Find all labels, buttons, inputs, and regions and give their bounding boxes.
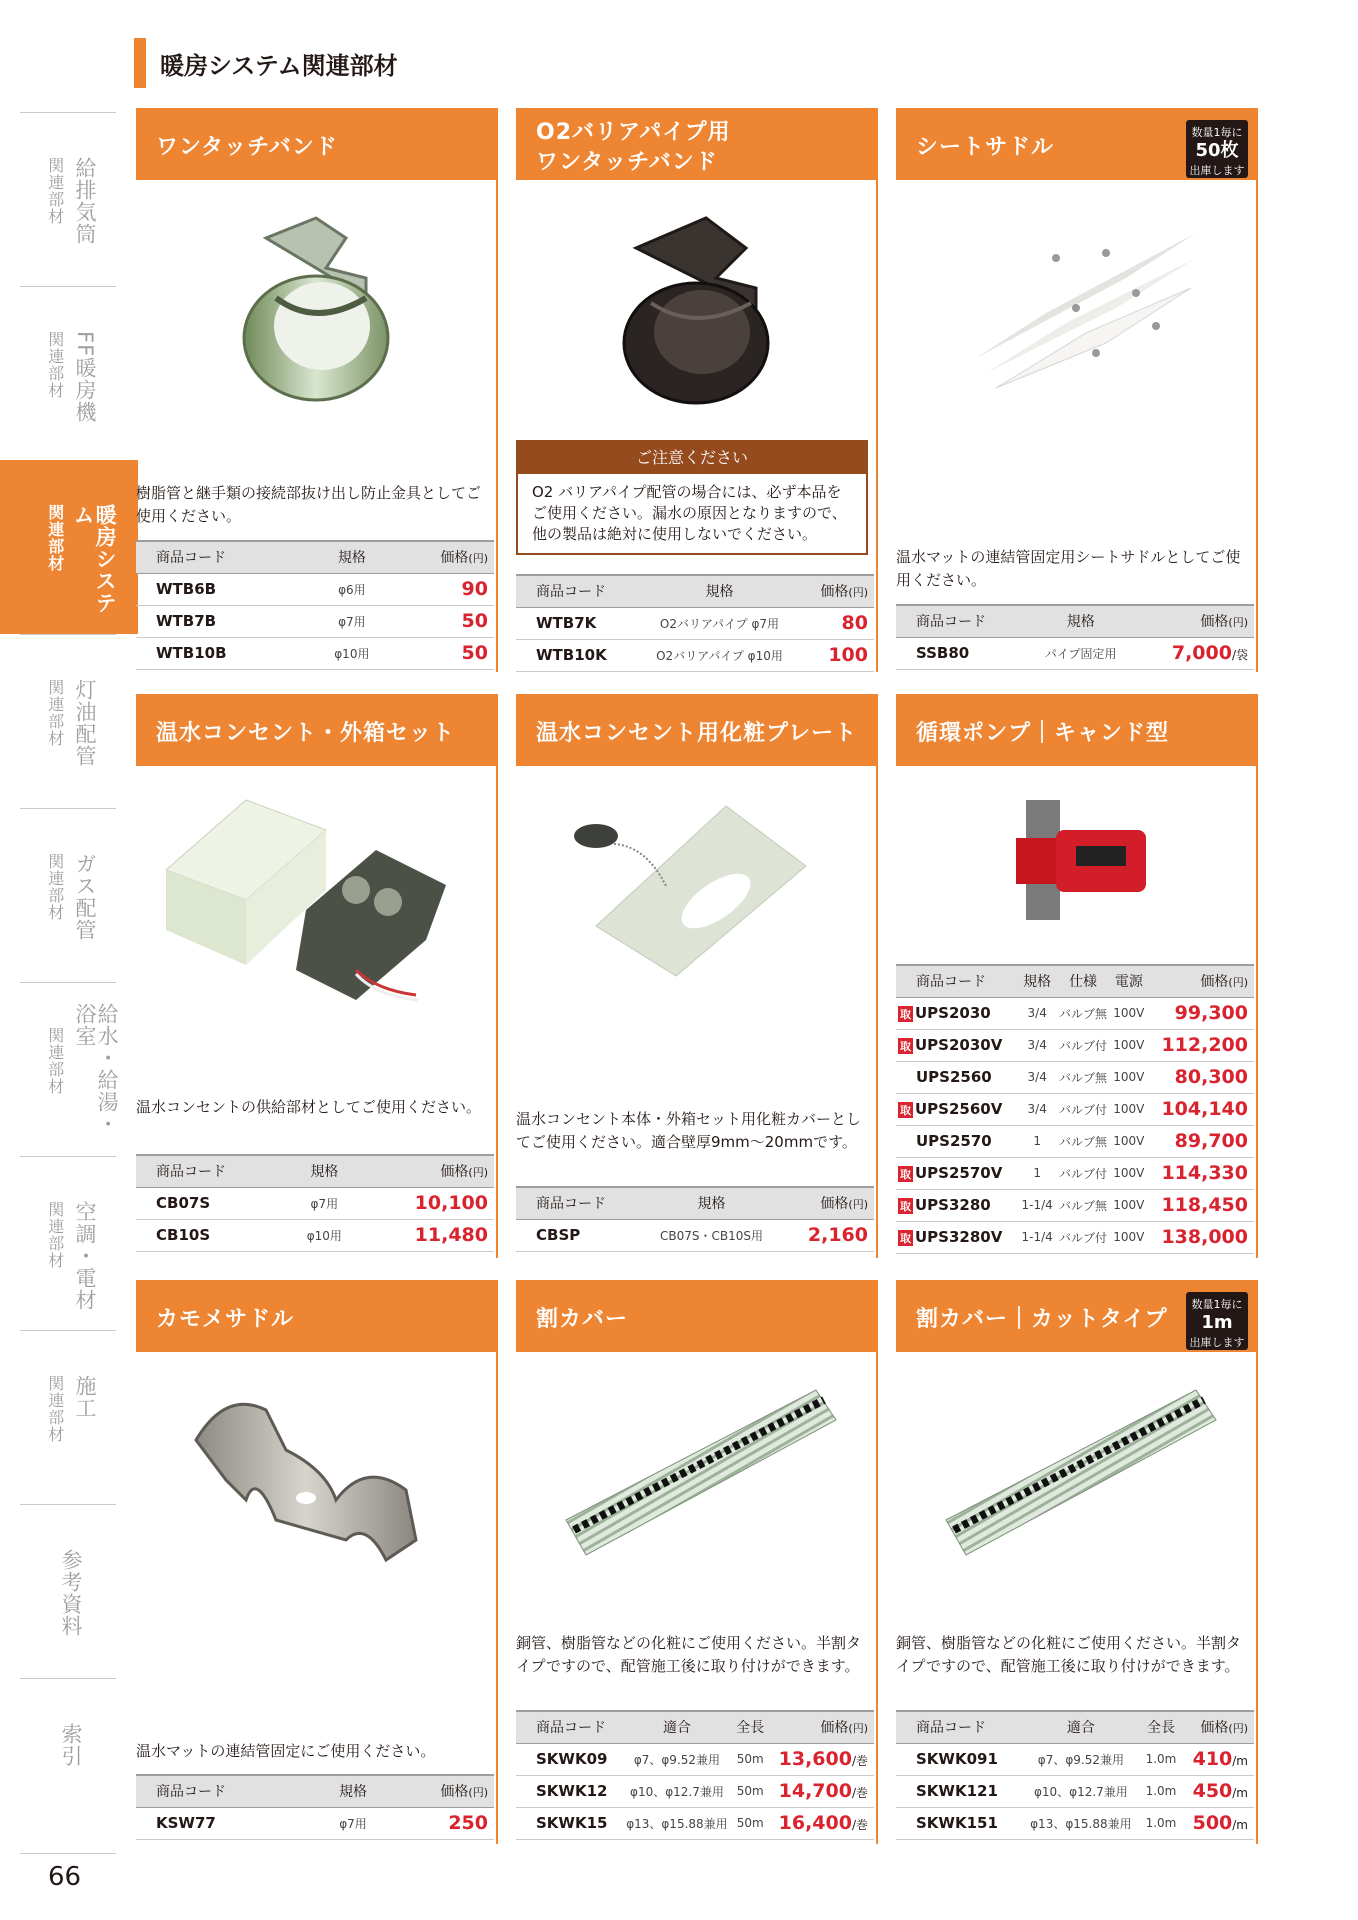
caution-body: O2 バリアパイプ配管の場合には、必ず本品をご使用ください。漏水の原因となりますので、他の製品は絶対に使用しないでください。 — [532, 483, 847, 543]
product-spec: 1-1/4 — [1019, 1221, 1055, 1253]
col-header-spec: 規格 — [324, 1775, 382, 1807]
table-row — [896, 1157, 1254, 1189]
product-price: 118,450 — [1147, 1189, 1254, 1221]
panel-header — [516, 108, 876, 180]
product-code: SKWK151 — [896, 1807, 1019, 1839]
circulation-pump-image — [1006, 790, 1156, 930]
product-price: 50 — [387, 605, 494, 637]
product-length: 1.0m — [1142, 1775, 1179, 1807]
table-header-row — [516, 1187, 874, 1219]
page-number: 66 — [48, 1862, 82, 1892]
table-row — [896, 1807, 1254, 1839]
product-description: 銅管、樹脂管などの化粧にご使用ください。半割タイプですので、配管施工後に取り付けができます。 — [516, 1634, 862, 1675]
product-spec: 1 — [1019, 1125, 1055, 1157]
col-header-price: 価格(円) — [387, 541, 494, 573]
handling-tag: 取 — [900, 1231, 911, 1245]
col-header-price: 価格(円) — [1133, 605, 1254, 637]
product-spec: φ7用 — [324, 1807, 382, 1839]
table-row — [896, 1029, 1254, 1061]
product-code: WTB6B — [136, 573, 317, 605]
nav-label: 給水・給湯・浴室 — [73, 1003, 120, 1135]
product-price: 11,480 — [355, 1219, 494, 1251]
panel-header — [136, 108, 496, 180]
nav-item-construction[interactable] — [20, 1330, 116, 1504]
panel-title: 割カバー — [536, 1307, 629, 1332]
price-table — [896, 604, 1254, 670]
nav-sublabel: 関連部材 — [45, 157, 65, 225]
col-header-spec: 規格 — [1028, 605, 1133, 637]
product-code: KSW77 — [136, 1807, 324, 1839]
product-price: 100 — [803, 639, 874, 671]
product-spec: 3/4 — [1019, 1061, 1055, 1093]
product-price: 13,600/巻 — [766, 1743, 874, 1775]
nav-sublabel: 関連部材 — [45, 331, 65, 399]
nav-sublabel: 関連部材 — [45, 679, 65, 747]
table-row — [896, 997, 1254, 1029]
product-spec: φ10用 — [294, 1219, 356, 1251]
product-length: 50m — [734, 1807, 766, 1839]
price-table — [896, 964, 1254, 1254]
product-spec: CB07S・CB10S用 — [640, 1219, 782, 1251]
product-fit: φ10、φ12.7兼用 — [1019, 1775, 1142, 1807]
col-header-option: 仕様 — [1055, 965, 1111, 997]
col-header-spec: 規格 — [317, 541, 387, 573]
product-code: SKWK121 — [896, 1775, 1019, 1807]
table-row — [516, 1743, 874, 1775]
price-table — [516, 574, 874, 672]
table-row — [896, 1743, 1254, 1775]
product-code: SKWK09 — [516, 1743, 620, 1775]
nav-item-heating-system[interactable] — [0, 460, 138, 634]
nav-sublabel: 関連部材 — [45, 1375, 65, 1443]
product-code: CB10S — [136, 1219, 294, 1251]
product-code: SKWK15 — [516, 1807, 620, 1839]
product-price: 16,400/巻 — [766, 1807, 874, 1839]
product-power: 100V — [1111, 1125, 1147, 1157]
split-cover-cut-image — [936, 1380, 1226, 1580]
product-price: 80 — [803, 607, 874, 639]
quantity-badge: 数量1毎に 50枚 出庫します — [1186, 120, 1248, 178]
table-row — [896, 1775, 1254, 1807]
product-power: 100V — [1111, 1061, 1147, 1093]
table-row — [516, 1219, 874, 1251]
col-header-price: 価格(円) — [1147, 965, 1254, 997]
product-code: UPS2560 — [896, 1061, 1019, 1093]
product-code: WTB7K — [516, 607, 636, 639]
caution-title: ご注意ください — [518, 442, 866, 474]
nav-sublabel: 関連部材 — [45, 853, 65, 921]
col-header-price: 価格(円) — [382, 1775, 494, 1807]
col-header-code: 商品コード — [896, 1711, 1019, 1743]
table-row — [516, 607, 874, 639]
product-spec: φ7用 — [294, 1187, 356, 1219]
title-accent-bar — [134, 38, 146, 88]
product-option: バルブ無 — [1055, 1125, 1111, 1157]
panel-title: シートサドル — [916, 135, 1055, 160]
product-code: 取 UPS3280V — [896, 1221, 1019, 1253]
col-header-fit: 適合 — [620, 1711, 735, 1743]
panel-title: カモメサドル — [156, 1307, 295, 1332]
panel-title: 温水コンセント用化粧プレート — [536, 721, 858, 746]
product-code: UPS2570 — [896, 1125, 1019, 1157]
product-panel-circulation-pump — [896, 694, 1258, 1258]
caution-box — [516, 440, 868, 555]
product-power: 100V — [1111, 1157, 1147, 1189]
nav-item-ff-heater[interactable] — [20, 286, 116, 460]
panel-title: 循環ポンプ｜キャンド型 — [916, 721, 1170, 746]
table-row — [136, 637, 494, 669]
nav-sublabel: 関連部材 — [45, 1027, 65, 1095]
product-price: 80,300 — [1147, 1061, 1254, 1093]
nav-item-index[interactable] — [20, 1678, 116, 1854]
product-description: 温水マットの連結管固定にご使用ください。 — [136, 1742, 436, 1760]
product-code: SKWK091 — [896, 1743, 1019, 1775]
col-header-spec: 規格 — [640, 1187, 782, 1219]
product-option: バルブ付 — [1055, 1221, 1111, 1253]
table-header-row — [136, 1155, 494, 1187]
cosmetic-plate-image — [566, 786, 816, 986]
col-header-code: 商品コード — [896, 965, 1019, 997]
nav-item-kerosene-pipe[interactable] — [20, 634, 116, 808]
table-row — [136, 605, 494, 637]
col-header-code: 商品コード — [896, 605, 1028, 637]
col-header-price: 価格(円) — [355, 1155, 494, 1187]
nav-label: 空調・電材 — [73, 1201, 98, 1311]
outlet-box-set-image — [156, 790, 476, 1020]
nav-item-gas-pipe[interactable] — [20, 808, 116, 982]
product-price: 500/m — [1180, 1807, 1254, 1839]
product-price: 410/m — [1180, 1743, 1254, 1775]
price-table — [136, 1774, 494, 1840]
sheet-saddle-image — [966, 208, 1196, 408]
product-description: 樹脂管と継手類の接続部抜け出し防止金具としてご使用ください。 — [136, 484, 482, 525]
product-fit: φ10、φ12.7兼用 — [620, 1775, 735, 1807]
nav-item-aircon-electric[interactable] — [20, 1156, 116, 1330]
product-option: バルブ付 — [1055, 1157, 1111, 1189]
product-description: 銅管、樹脂管などの化粧にご使用ください。半割タイプですので、配管施工後に取り付けができます。 — [896, 1634, 1242, 1675]
table-header-row — [516, 575, 874, 607]
product-spec: 1 — [1019, 1157, 1055, 1189]
table-header-row — [136, 541, 494, 573]
handling-tag: 取 — [900, 1039, 911, 1053]
col-header-spec: 規格 — [1019, 965, 1055, 997]
col-header-spec: 規格 — [294, 1155, 356, 1187]
product-power: 100V — [1111, 1093, 1147, 1125]
nav-item-exhaust[interactable] — [20, 112, 116, 286]
table-row — [516, 1807, 874, 1839]
product-code: CB07S — [136, 1187, 294, 1219]
panel-title: O2バリアパイプ用 ワンタッチバンド — [536, 120, 731, 175]
product-spec: O2バリアパイプ φ7用 — [636, 607, 803, 639]
product-panel-cosmetic-plate — [516, 694, 878, 1258]
nav-item-reference[interactable] — [20, 1504, 116, 1678]
handling-tag: 取 — [900, 1167, 911, 1181]
table-header-row — [896, 605, 1254, 637]
product-price: 50 — [387, 637, 494, 669]
price-table — [516, 1710, 874, 1840]
table-row — [136, 573, 494, 605]
product-code: CBSP — [516, 1219, 640, 1251]
price-table — [136, 1154, 494, 1252]
product-spec: 1-1/4 — [1019, 1189, 1055, 1221]
table-row — [896, 1221, 1254, 1253]
product-code: 取 UPS2030 — [896, 997, 1019, 1029]
product-power: 100V — [1111, 997, 1147, 1029]
product-option: バルブ無 — [1055, 1061, 1111, 1093]
nav-label: 索引 — [59, 1723, 84, 1767]
panel-header — [896, 1280, 1256, 1352]
table-row — [896, 1093, 1254, 1125]
product-panel-split-cover — [516, 1280, 878, 1844]
col-header-power: 電源 — [1111, 965, 1147, 997]
product-spec: 3/4 — [1019, 1093, 1055, 1125]
product-price: 99,300 — [1147, 997, 1254, 1029]
table-header-row — [896, 965, 1254, 997]
product-price: 104,140 — [1147, 1093, 1254, 1125]
product-spec: φ10用 — [317, 637, 387, 669]
product-code: 取 UPS2030V — [896, 1029, 1019, 1061]
product-panel-split-cover-cut — [896, 1280, 1258, 1844]
table-header-row — [136, 1775, 494, 1807]
product-spec: φ7用 — [317, 605, 387, 637]
nav-label: ガス配管 — [73, 853, 98, 941]
panel-header — [516, 1280, 876, 1352]
one-touch-band-image — [216, 208, 416, 408]
product-price: 89,700 — [1147, 1125, 1254, 1157]
product-code: WTB10B — [136, 637, 317, 669]
product-panel-o2-barrier-band — [516, 108, 878, 672]
quantity-badge: 数量1毎に 1m 出庫します — [1186, 1292, 1248, 1350]
nav-sublabel: 関連部材 — [45, 1201, 65, 1269]
product-option: バルブ無 — [1055, 1189, 1111, 1221]
product-panel-one-touch-band — [136, 108, 498, 672]
nav-label: 給排気筒 — [73, 157, 98, 245]
price-table — [896, 1710, 1254, 1840]
col-header-code: 商品コード — [136, 541, 317, 573]
product-code: 取 UPS2560V — [896, 1093, 1019, 1125]
handling-tag: 取 — [900, 1199, 911, 1213]
price-table — [136, 540, 494, 670]
col-header-code: 商品コード — [136, 1775, 324, 1807]
product-code: 取 UPS3280 — [896, 1189, 1019, 1221]
page-title: 暖房システム関連部材 — [160, 52, 398, 80]
product-length: 50m — [734, 1775, 766, 1807]
product-spec: 3/4 — [1019, 1029, 1055, 1061]
col-header-code: 商品コード — [516, 1187, 640, 1219]
product-price: 2,160 — [783, 1219, 874, 1251]
product-price: 90 — [387, 573, 494, 605]
product-fit: φ7、φ9.52兼用 — [1019, 1743, 1142, 1775]
product-power: 100V — [1111, 1029, 1147, 1061]
table-row — [516, 639, 874, 671]
kamome-saddle-image — [186, 1380, 446, 1580]
handling-tag: 取 — [900, 1007, 911, 1021]
panel-title: 割カバー｜カットタイプ — [916, 1307, 1168, 1332]
product-code: WTB7B — [136, 605, 317, 637]
col-header-fit: 適合 — [1019, 1711, 1142, 1743]
table-row — [516, 1775, 874, 1807]
product-price: 250 — [382, 1807, 494, 1839]
table-row — [136, 1219, 494, 1251]
col-header-price: 価格(円) — [766, 1711, 874, 1743]
panel-header — [136, 1280, 496, 1352]
product-power: 100V — [1111, 1189, 1147, 1221]
product-spec: φ6用 — [317, 573, 387, 605]
product-panel-sheet-saddle — [896, 108, 1258, 672]
product-panel-kamome-saddle — [136, 1280, 498, 1844]
col-header-price: 価格(円) — [783, 1187, 874, 1219]
table-row — [896, 1061, 1254, 1093]
table-row — [896, 1125, 1254, 1157]
product-description: 温水マットの連結管固定用シートサドルとしてご使用ください。 — [896, 548, 1241, 589]
table-row — [896, 1189, 1254, 1221]
table-row — [136, 1807, 494, 1839]
col-header-code: 商品コード — [516, 1711, 620, 1743]
table-row — [136, 1187, 494, 1219]
panel-header — [896, 108, 1256, 180]
product-panel-hot-water-outlet — [136, 694, 498, 1258]
product-length: 1.0m — [1142, 1743, 1179, 1775]
product-description: 温水コンセント本体・外箱セット用化粧カバーとしてご使用ください。適合壁厚9mm～20mmです。 — [516, 1110, 862, 1151]
handling-tag: 取 — [900, 1103, 911, 1117]
product-price: 10,100 — [355, 1187, 494, 1219]
table-header-row — [896, 1711, 1254, 1743]
col-header-price: 価格(円) — [803, 575, 874, 607]
panel-header — [136, 694, 496, 766]
product-fit: φ13、φ15.88兼用 — [1019, 1807, 1142, 1839]
product-spec: O2バリアパイプ φ10用 — [636, 639, 803, 671]
nav-label: FF暖房機 — [73, 331, 98, 424]
nav-label: 灯油配管 — [73, 679, 98, 767]
col-header-spec: 規格 — [636, 575, 803, 607]
product-option: バルブ付 — [1055, 1093, 1111, 1125]
product-fit: φ7、φ9.52兼用 — [620, 1743, 735, 1775]
product-price: 14,700/巻 — [766, 1775, 874, 1807]
product-fit: φ13、φ15.88兼用 — [620, 1807, 735, 1839]
nav-label: 施工 — [73, 1375, 98, 1419]
split-cover-image — [556, 1380, 846, 1580]
col-header-length: 全長 — [734, 1711, 766, 1743]
product-price: 114,330 — [1147, 1157, 1254, 1189]
panel-header — [896, 694, 1256, 766]
col-header-code: 商品コード — [136, 1155, 294, 1187]
panel-title: ワンタッチバンド — [156, 135, 338, 160]
nav-label: 参考資料 — [59, 1549, 84, 1637]
o2-barrier-band-image — [596, 208, 796, 408]
panel-header — [516, 694, 876, 766]
product-price: 450/m — [1180, 1775, 1254, 1807]
table-row — [896, 637, 1254, 669]
product-price: 112,200 — [1147, 1029, 1254, 1061]
product-power: 100V — [1111, 1221, 1147, 1253]
nav-item-water-bath[interactable] — [20, 982, 120, 1156]
product-length: 1.0m — [1142, 1807, 1179, 1839]
product-code: WTB10K — [516, 639, 636, 671]
product-price: 138,000 — [1147, 1221, 1254, 1253]
nav-label: 暖房システム — [71, 504, 118, 614]
product-code: SSB80 — [896, 637, 1028, 669]
product-option: バルブ付 — [1055, 1029, 1111, 1061]
col-header-length: 全長 — [1142, 1711, 1179, 1743]
product-option: バルブ無 — [1055, 997, 1111, 1029]
product-spec: 3/4 — [1019, 997, 1055, 1029]
nav-sublabel: 関連部材 — [45, 504, 65, 572]
product-length: 50m — [734, 1743, 766, 1775]
col-header-price: 価格(円) — [1180, 1711, 1254, 1743]
col-header-code: 商品コード — [516, 575, 636, 607]
product-code: 取 UPS2570V — [896, 1157, 1019, 1189]
price-table — [516, 1186, 874, 1252]
product-spec: パイプ固定用 — [1028, 637, 1133, 669]
panel-title: 温水コンセント・外箱セット — [156, 721, 456, 746]
table-header-row — [516, 1711, 874, 1743]
product-code: SKWK12 — [516, 1775, 620, 1807]
product-price: 7,000/袋 — [1133, 637, 1254, 669]
product-description: 温水コンセントの供給部材としてご使用ください。 — [136, 1098, 482, 1116]
